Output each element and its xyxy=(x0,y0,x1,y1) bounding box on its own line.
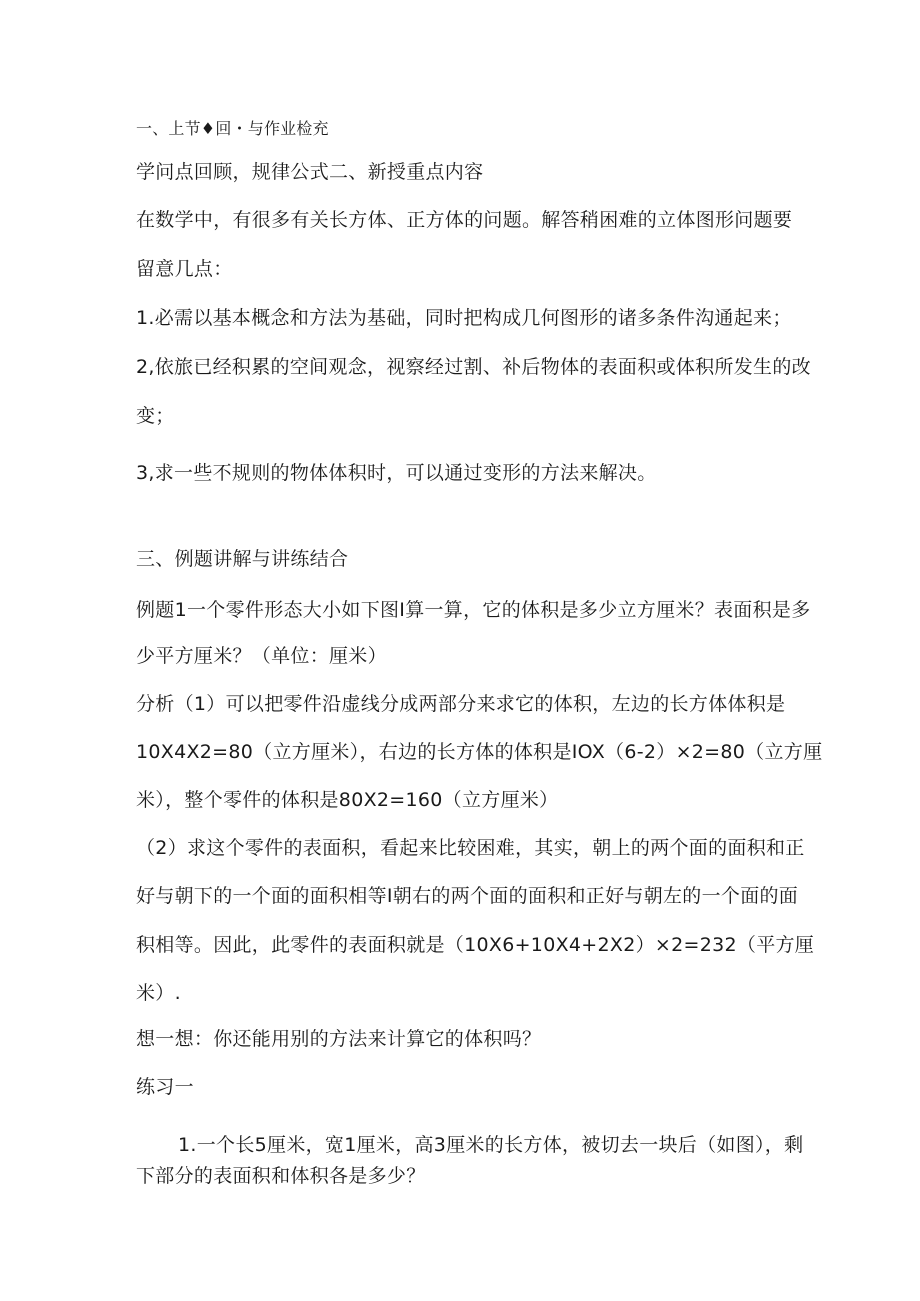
analysis-line-1: 分析（1）可以把零件沿虚线分成两部分来求它的体积，左边的长方体体积是 xyxy=(136,693,786,715)
intro-paragraph-line-2: 留意几点： xyxy=(136,258,233,280)
intro-paragraph-line-1: 在数学中，有很多有关长方体、正方体的问题。解答稍困难的立体图形问题要 xyxy=(136,209,793,231)
analysis-part-2-line-3: 积相等。因此，此零件的表面积就是（10X6+10X4+2X2）×2=232（平方厘 xyxy=(136,934,815,956)
exercise-heading: 练习一 xyxy=(136,1076,194,1098)
point-2-line-2: 变； xyxy=(136,405,175,427)
example-1-line-2: 少平方厘米？（单位：厘米） xyxy=(136,645,387,667)
section-heading-examples: 三、例题讲解与讲练结合 xyxy=(136,548,349,570)
think-question: 想一想：你还能用别的方法来计算它的体积吗？ xyxy=(136,1028,542,1050)
analysis-line-2: 10X4X2=80（立方厘米），右边的长方体的体积是IOX（6-2）×2=80（立方厘 xyxy=(136,741,823,763)
point-3: 3,求一些不规则的物体体积时，可以通过变形的方法来解决。 xyxy=(136,462,657,484)
review-knowledge-line: 学问点回顾，规律公式二、新授重点内容 xyxy=(136,161,484,183)
exercise-1-line-1: 1.一个长5厘米，宽1厘米，高3厘米的长方体，被切去一块后（如图），剩 xyxy=(178,1134,804,1156)
analysis-part-2-line-1: （2）求这个零件的表面积，看起来比较困难，其实，朝上的两个面的面积和正 xyxy=(136,837,805,859)
point-2-line-1: 2,依旅已经积累的空间观念，视察经过割、补后物体的表面积或体积所发生的改 xyxy=(136,356,811,378)
analysis-part-2-line-4: 米）. xyxy=(136,982,181,1004)
analysis-line-3: 米），整个零件的体积是80X2=160（立方厘米） xyxy=(136,789,559,811)
analysis-part-2-line-2: 好与朝下的一个面的面积相等I朝右的两个面的面积和正好与朝左的一个面的面 xyxy=(136,885,799,907)
example-1-line-1: 例题1一个零件形态大小如下图I算一算，它的体积是多少立方厘米？表面积是多 xyxy=(136,599,811,621)
point-1: 1.必需以基本概念和方法为基础，同时把构成几何图形的诸多条件沟通起来； xyxy=(136,307,792,329)
exercise-1-line-2: 下部分的表面积和体积各是多少？ xyxy=(136,1165,426,1187)
section-heading-review: 一、上节♦回・与作业检充 xyxy=(136,119,329,138)
